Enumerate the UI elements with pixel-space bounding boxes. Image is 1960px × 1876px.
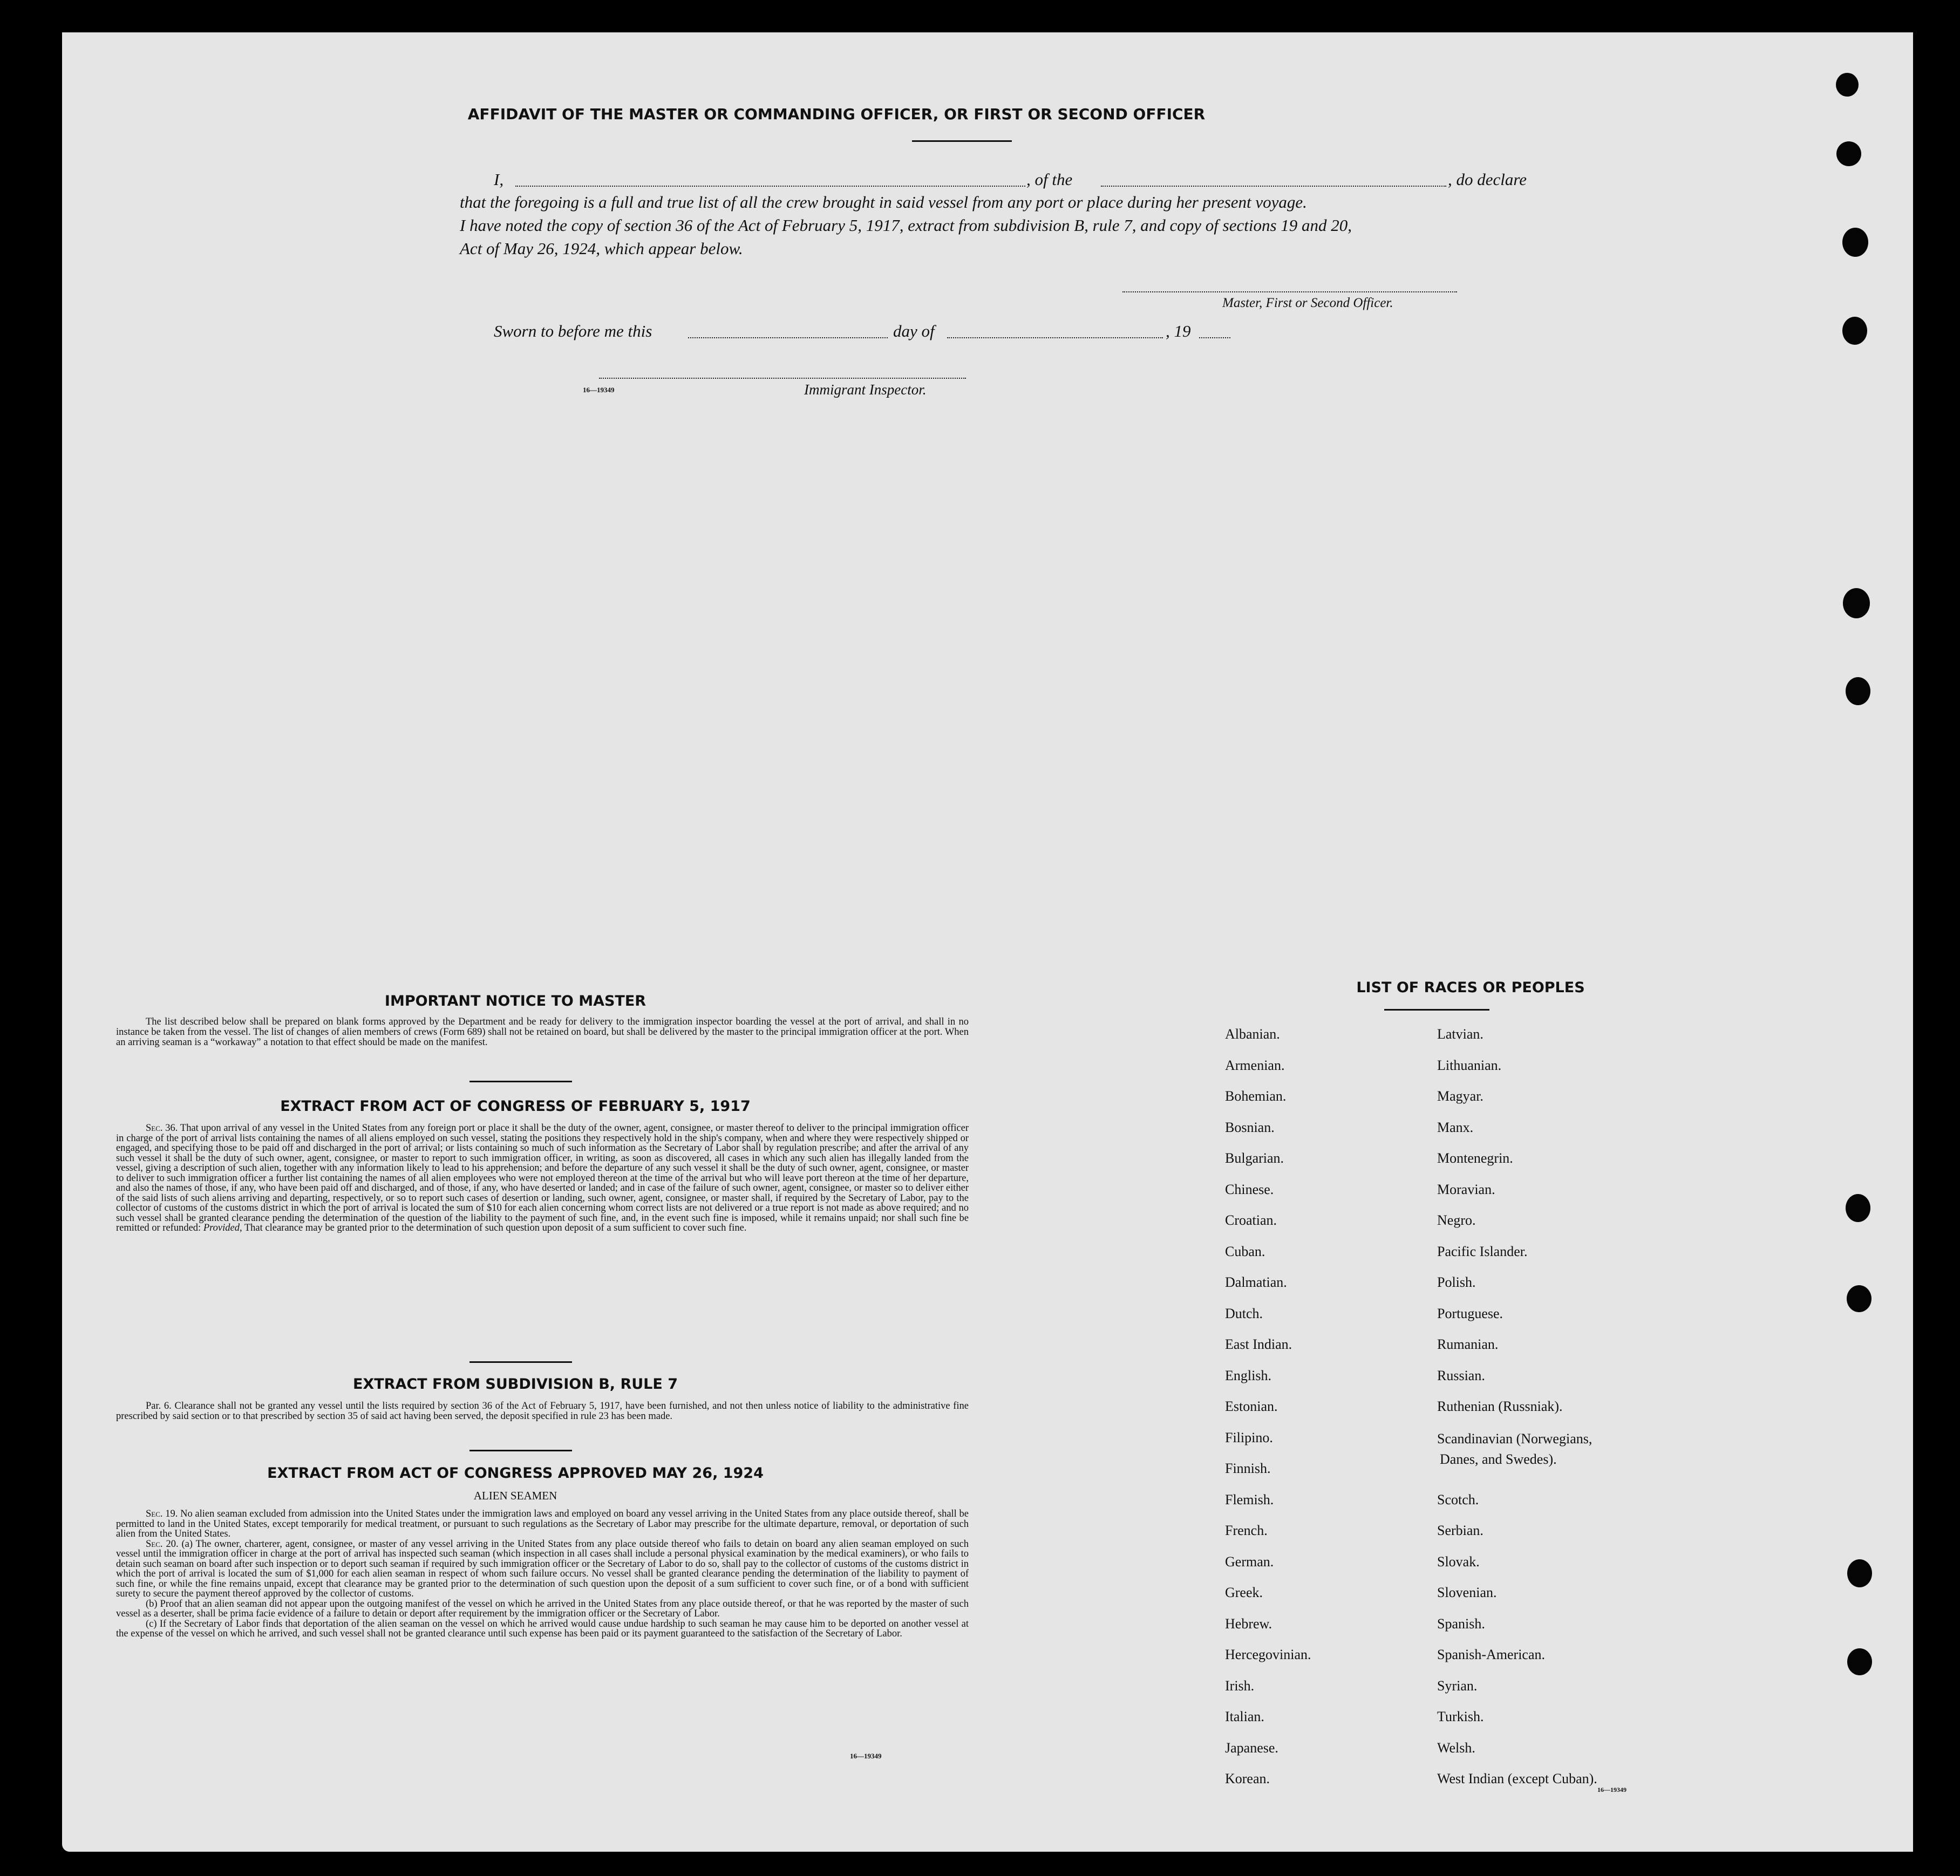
sec-20a-text <box>116 1539 969 1599</box>
race-item: Flemish. <box>1225 1491 1274 1507</box>
extract-1917-text <box>116 1123 969 1233</box>
day-of-label: day of <box>893 322 935 340</box>
affidavit-title: AFFIDAVIT OF THE MASTER OR COMMANDING OFFICER, OR FIRST OR SECOND OFFICER <box>467 105 1206 123</box>
sec-19-body: No alien seaman excluded from admission into the United States under the immigration laws and employed on board any vessel arriving in the United States from any place outside thereof, shall be permitted to land in the United States, except temporarily for medical treatment, or pursuant to such regulations as the Secretary of Labor may prescribe for the ultimate departure, removal, or deportation of such alien from the United States. <box>116 1509 969 1539</box>
race-item: Slovenian. <box>1437 1585 1497 1600</box>
race-item: Russian. <box>1437 1367 1485 1383</box>
sec-36-tail: That clearance may be granted prior to the determination of such question upon deposit of a sum sufficient to cover such fine. <box>244 1223 747 1233</box>
race-item: Japanese. <box>1225 1739 1278 1756</box>
master-caption: Master, First or Second Officer. <box>1222 296 1393 310</box>
race-item: Chinese. <box>1225 1181 1274 1197</box>
sec-20c-text: (c) If the Secretary of Labor finds that deportation of the alien seaman on the vessel on which he arrived would cause undue hardship to such seaman he may cause him to be deported on another vessel at the expense of the vessel on which he arrived, and such vessel shall not be granted clearance until such expense has been paid or its payment guaranteed to the satisfaction of the Secretary of Labor. <box>116 1618 969 1639</box>
race-item: Albanian. <box>1225 1026 1280 1042</box>
affidavit-i-label: I, <box>494 170 504 189</box>
inspector-caption: Immigrant Inspector. <box>804 381 927 398</box>
notice-title: IMPORTANT NOTICE TO MASTER <box>384 993 646 1009</box>
year-prefix: , 19 <box>1166 322 1191 340</box>
race-item: Estonian. <box>1225 1399 1278 1414</box>
sec-20-label: Sec. 20. <box>146 1538 179 1550</box>
sec-20a-body: (a) The owner, charterer, agent, consignee, or master of any vessel arriving in the United States from any place outside thereof who fails to detain on board any alien seaman employed on such vessel until the immigration officer in charge at the port of arrival has inspected such seaman (which inspection in all cases shall include a personal physical examination by the medical examiners), or who fails to detain such seaman on board after such inspection or to deport such seaman if required by such immigration officer or the Secretary of Labor to do so, shall pay to the collector of customs of the customs district in which the port of arrival is located the sum of $1,000 for each alien seaman in respect of whom such failure occurs. No vessel shall be granted clearance pending the determination of the liability to payment of such fine, or while the fine remains unpaid, except that clearance may be granted prior to the determination of such question upon the deposit of a sum sufficient to cover such fine, or of a bond with sufficient surety to secure the payment thereof approved by the collector of customs. <box>116 1538 969 1599</box>
race-item: Italian. <box>1225 1709 1264 1724</box>
race-item: Hebrew. <box>1225 1615 1272 1632</box>
extract-form-number: 16—19349 <box>850 1752 882 1760</box>
affidavit-line-3: I have noted the copy of section 36 of the Act of February 5, 1917, extract from subdivision B, rule 7, and copy of sections 19 and 20, <box>460 216 1352 235</box>
punch-hole <box>1846 1194 1870 1222</box>
race-item: Polish. <box>1437 1274 1476 1290</box>
race-item: Welsh. <box>1437 1739 1475 1756</box>
race-item: East Indian. <box>1225 1336 1292 1352</box>
race-item: English. <box>1225 1367 1271 1383</box>
vessel-name-field[interactable] <box>1101 186 1446 187</box>
race-item: Pacific Islander. <box>1437 1243 1528 1259</box>
race-item: Bosnian. <box>1225 1119 1275 1135</box>
race-item: Cuban. <box>1225 1243 1265 1259</box>
notice-text: The list described below shall be prepared on blank forms approved by the Department and be ready for delivery to the immigration inspector boarding the vessel at the port of arrival, and shall in no instance be taken from the vessel. The list of changes of alien members of crews (Form 689) shall not be retained on board, but shall be delivered by the master to the principal immigration officer at the port. When an arriving seaman is a “workaway” a notation to that effect should be made on the manifest. <box>116 1017 969 1048</box>
race-item: Korean. <box>1225 1771 1270 1786</box>
race-item: Finnish. <box>1225 1461 1271 1476</box>
race-item: Bohemian. <box>1225 1088 1287 1104</box>
race-item: Dutch. <box>1225 1305 1263 1321</box>
punch-hole <box>1846 677 1870 705</box>
race-item: Portuguese. <box>1437 1305 1503 1321</box>
race-item: Latvian. <box>1437 1026 1483 1042</box>
sec-19-label: Sec. 19. <box>146 1509 178 1519</box>
sec-20b-text: (b) Proof that an alien seaman did not appear upon the outgoing manifest of the vessel on which he arrived in the United States from any place outside thereof, or that he was reported by the master of such vessel as a deserter, shall be prima facie evidence of a failure to detain or deport after requirement by the immigration officer or the Secretary of Labor. <box>116 1598 969 1619</box>
race-item: Bulgarian. <box>1225 1150 1284 1166</box>
punch-hole <box>1836 73 1859 97</box>
race-item: Dalmatian. <box>1225 1274 1287 1290</box>
race-item: Hercegovinian. <box>1225 1647 1311 1662</box>
race-item: Rumanian. <box>1437 1336 1499 1352</box>
race-item: Filipino. <box>1225 1429 1273 1445</box>
affidavit-line-4: Act of May 26, 1924, which appear below. <box>460 239 743 258</box>
punch-hole <box>1847 1648 1872 1675</box>
do-declare-label: , do declare <box>1448 170 1527 189</box>
race-item: Slovak. <box>1437 1553 1480 1570</box>
race-item: West Indian (except Cuban). <box>1437 1771 1597 1786</box>
extract-1924-title: EXTRACT FROM ACT OF CONGRESS APPROVED MAY 26, 1924 <box>267 1465 764 1482</box>
race-item: Scandinavian (Norwegians, <box>1437 1431 1592 1447</box>
race-item: Armenian. <box>1225 1057 1285 1073</box>
punch-hole <box>1836 141 1861 166</box>
extract-1924-body <box>116 1509 969 1639</box>
sec-36-label: Sec. 36. <box>146 1123 178 1134</box>
race-item: Montenegrin. <box>1437 1150 1513 1166</box>
race-item: Serbian. <box>1437 1523 1483 1538</box>
divider <box>469 1361 572 1363</box>
of-the-label: , of the <box>1026 170 1073 189</box>
extract-rule7-text: Par. 6. Clearance shall not be granted any vessel until the lists required by section 36 of the Act of February 5, 1917, have been furnished, and not then unless notice of liability to the administrative fine prescribed by said section or to that prescribed by section 35 of said act having been served, the deposit specified in rule 23 has been made. <box>116 1401 969 1422</box>
sworn-month-field[interactable] <box>947 337 1163 338</box>
race-item: Irish. <box>1225 1677 1255 1694</box>
punch-hole <box>1843 588 1870 618</box>
races-title: LIST OF RACES OR PEOPLES <box>1356 979 1585 996</box>
race-item: Ruthenian (Russniak). <box>1437 1399 1563 1414</box>
extract-rule7-title: EXTRACT FROM SUBDIVISION B, RULE 7 <box>352 1376 678 1393</box>
extract-1917-title: EXTRACT FROM ACT OF CONGRESS OF FEBRUARY 5, 1917 <box>280 1098 751 1115</box>
form-sheet <box>62 32 1913 1852</box>
race-item: Spanish. <box>1437 1615 1485 1632</box>
affidavit-form-number: 16—19349 <box>583 386 615 394</box>
punch-hole <box>1842 317 1867 345</box>
punch-hole <box>1842 228 1868 257</box>
divider <box>469 1081 572 1082</box>
race-item: Lithuanian. <box>1437 1057 1502 1073</box>
race-item: Magyar. <box>1437 1088 1483 1104</box>
divider <box>469 1450 572 1451</box>
race-item-continuation: Danes, and Swedes). <box>1440 1451 1557 1467</box>
sworn-day-field[interactable] <box>688 337 888 338</box>
race-item: Negro. <box>1437 1212 1476 1228</box>
race-item: French. <box>1225 1523 1268 1538</box>
race-item: Scotch. <box>1437 1491 1479 1507</box>
divider <box>1384 1009 1489 1011</box>
race-item: Manx. <box>1437 1119 1474 1135</box>
officer-name-field[interactable] <box>515 186 1025 187</box>
race-item: German. <box>1225 1553 1274 1570</box>
race-item: Turkish. <box>1437 1709 1484 1724</box>
inspector-signature-field[interactable] <box>599 378 966 379</box>
sec-19-text <box>116 1509 969 1539</box>
affidavit-line-2: that the foregoing is a full and true list of all the crew brought in said vessel from any port or place during her present voyage. <box>460 193 1307 212</box>
sec-36-body: That upon arrival of any vessel in the United States from any foreign port or place it shall be the duty of the owner, agent, consignee, or master thereof to deliver to the principal immigration officer in charge of the port of arrival lists containing the names of all aliens employed on such vessel, stating the positions they respectively hold in the ship's company, when and where they were respectively shipped or engaged, and specifying those to be paid off and discharged in the port of arrival; or lists containing so much of such information as the Secretary of Labor shall by regulation prescribe; and after the arrival of any such vessel it shall be the duty of such owner, agent, consignee, or master to report to such immigration officer, in writing, as soon as discovered, all cases in which any such alien has illegally landed from the vessel, giving a description of such alien, together with any information likely to lead to his apprehension; and before the departure of any such vessel it shall be the duty of such owner, agent, consignee, or master to deliver to such immigration officer a further list containing the names of all alien employees who were not employed thereon at the time of the arrival but who will leave port thereon at the time of her departure, and also the names of those, if any, who have been paid off and discharged, and of those, if any, who have deserted or landed; and in case of the failure of such owner, agent, consignee, or master so to deliver either of the said lists of such aliens arriving and departing, respectively, or so to report such cases of desertion or landing, such owner, agent, consignee, or master shall, if required by the Secretary of Labor, pay to the collector of customs of the customs district in which the port of arrival is located the sum of $10 for each alien concerning whom correct lists are not delivered or a true report is not made as above required; and no such vessel shall be granted clearance pending the determination of the question of the liability to the payment of such fine, and, in the event such fine is imposed, while it remains unpaid; nor shall such fine be remitted or refunded: <box>116 1123 969 1233</box>
punch-hole <box>1847 1285 1871 1312</box>
race-item: Greek. <box>1225 1585 1263 1600</box>
race-item: Spanish-American. <box>1437 1647 1546 1662</box>
divider <box>912 140 1012 142</box>
race-item: Syrian. <box>1437 1677 1478 1694</box>
punch-hole <box>1847 1559 1872 1587</box>
provided-label: Provided, <box>203 1223 242 1233</box>
alien-seamen-subtitle: ALIEN SEAMEN <box>473 1489 557 1502</box>
master-signature-field[interactable] <box>1122 291 1457 292</box>
race-item: Croatian. <box>1225 1212 1277 1228</box>
race-item: Moravian. <box>1437 1181 1495 1197</box>
sworn-year-field[interactable] <box>1199 337 1230 338</box>
races-form-number: 16—19349 <box>1597 1786 1626 1793</box>
sworn-label: Sworn to before me this <box>494 322 652 340</box>
